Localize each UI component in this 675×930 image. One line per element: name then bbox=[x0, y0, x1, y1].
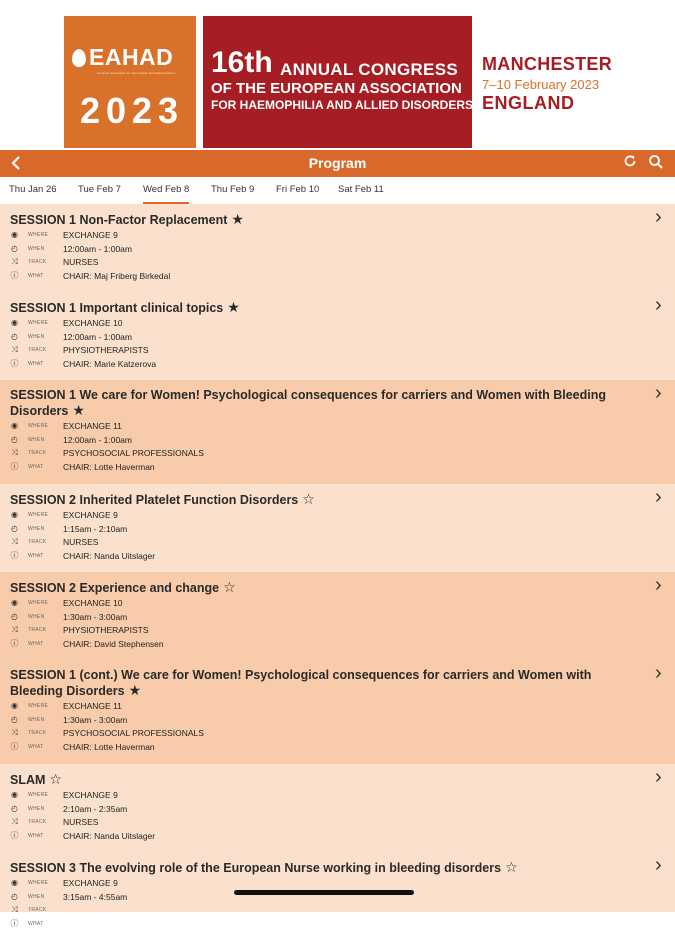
session-title bbox=[10, 668, 642, 699]
info-icon: ⓘ bbox=[10, 550, 19, 560]
congress-location bbox=[482, 54, 612, 114]
clock-icon: ◴ bbox=[11, 891, 18, 901]
session-when: 12:00am - 1:00am bbox=[63, 434, 132, 445]
location-pin-icon: ◉ bbox=[11, 598, 18, 607]
location-pin-icon: ◉ bbox=[11, 318, 18, 327]
tab-day[interactable]: Sat Feb 11 bbox=[338, 184, 384, 195]
chevron-right-icon[interactable]: › bbox=[655, 486, 662, 508]
clock-icon: ◴ bbox=[11, 331, 18, 341]
session-card[interactable] bbox=[0, 380, 675, 484]
row-label: WHEN bbox=[28, 436, 45, 443]
session-title-text: SESSION 1 We care for Women! Psychological consequences for carriers and Women with Bleeding Disorders bbox=[10, 388, 606, 418]
session-when: 1:30am - 3:00am bbox=[63, 714, 128, 725]
session-title bbox=[10, 388, 642, 419]
session-where: EXCHANGE 10 bbox=[63, 318, 123, 328]
chevron-right-icon[interactable]: › bbox=[655, 382, 662, 404]
session-what: CHAIR: Nanda Uitslager bbox=[63, 550, 156, 561]
shuffle-icon: ⤨ bbox=[11, 345, 18, 354]
location-pin-icon: ◉ bbox=[11, 878, 18, 887]
row-label: TRACK bbox=[28, 450, 47, 456]
row-label: WHERE bbox=[28, 512, 49, 518]
row-label: TRACK bbox=[28, 730, 47, 736]
row-label: WHEN bbox=[28, 613, 45, 620]
row-label: WHERE bbox=[28, 880, 49, 886]
session-track: NURSES bbox=[63, 257, 99, 267]
session-what: CHAIR: Lotte Haverman bbox=[63, 741, 155, 752]
session-when: 12:00am - 1:00am bbox=[63, 331, 132, 342]
congress-line2: OF THE EUROPEAN ASSOCIATION bbox=[211, 80, 462, 97]
refresh-button[interactable] bbox=[620, 154, 640, 174]
tab-day[interactable]: Tue Feb 7 bbox=[78, 184, 121, 195]
location-pin-icon: ◉ bbox=[11, 510, 18, 519]
shuffle-icon: ⤨ bbox=[11, 728, 18, 737]
back-button[interactable] bbox=[6, 153, 26, 173]
row-label: WHAT bbox=[28, 920, 44, 927]
blood-drop-icon bbox=[72, 49, 86, 67]
shuffle-icon: ⤨ bbox=[11, 625, 18, 634]
session-when: 12:00am - 1:00am bbox=[63, 243, 132, 254]
logo-word-text: EAHAD bbox=[89, 44, 174, 70]
row-label: TRACK bbox=[28, 539, 47, 545]
clock-icon: ◴ bbox=[11, 714, 18, 724]
congress-number: 16th bbox=[211, 46, 273, 79]
info-icon: ⓘ bbox=[10, 918, 19, 928]
session-where: EXCHANGE 10 bbox=[63, 598, 123, 608]
logo-tagline: European Association for Haemophilia and Allied Disorders bbox=[97, 71, 176, 75]
session-what: CHAIR: Lotte Haverman bbox=[63, 461, 155, 472]
info-icon: ⓘ bbox=[10, 270, 19, 280]
session-when: 2:10am - 2:35am bbox=[63, 803, 128, 814]
session-track: PHYSIOTHERAPISTS bbox=[63, 345, 149, 355]
session-title-text: SESSION 2 Experience and change bbox=[10, 581, 220, 595]
logo-year: 2023 bbox=[79, 90, 185, 131]
search-button[interactable] bbox=[648, 154, 668, 174]
clock-icon: ◴ bbox=[11, 611, 18, 621]
info-icon: ⓘ bbox=[10, 461, 19, 471]
shuffle-icon: ⤨ bbox=[11, 905, 18, 914]
session-title-text: SESSION 2 Inherited Platelet Function Disorders bbox=[10, 493, 299, 507]
session-card[interactable] bbox=[0, 204, 675, 292]
row-label: TRACK bbox=[28, 627, 47, 633]
clock-icon: ◴ bbox=[11, 803, 18, 813]
session-what: CHAIR: Marie Katzerova bbox=[63, 358, 157, 369]
search-icon bbox=[648, 154, 664, 170]
row-label: TRACK bbox=[28, 819, 47, 825]
star-filled-icon[interactable]: ★ bbox=[128, 682, 142, 698]
session-title bbox=[10, 212, 642, 228]
shuffle-icon: ⤨ bbox=[11, 537, 18, 546]
clock-icon: ◴ bbox=[11, 243, 18, 253]
session-where: EXCHANGE 9 bbox=[63, 230, 118, 240]
session-card[interactable] bbox=[0, 764, 675, 852]
session-title-text: SLAM bbox=[10, 773, 46, 787]
session-where: EXCHANGE 11 bbox=[63, 421, 122, 431]
star-filled-icon[interactable]: ★ bbox=[231, 211, 244, 227]
row-label: TRACK bbox=[28, 907, 47, 913]
chevron-right-icon[interactable]: › bbox=[655, 206, 662, 228]
info-icon: ⓘ bbox=[10, 638, 19, 648]
congress-line3: FOR HAEMOPHILIA AND ALLIED DISORDERS bbox=[211, 98, 474, 112]
row-label: WHERE bbox=[28, 232, 49, 238]
tab-day[interactable]: Wed Feb 8 bbox=[143, 177, 189, 204]
row-label: TRACK bbox=[28, 259, 47, 265]
star-outline-icon[interactable]: ☆ bbox=[302, 491, 315, 507]
home-indicator bbox=[234, 890, 414, 895]
page-title: Program bbox=[308, 155, 367, 171]
logo-word bbox=[72, 44, 192, 71]
info-icon: ⓘ bbox=[10, 358, 19, 368]
session-track: PHYSIOTHERAPISTS bbox=[63, 625, 149, 635]
chevron-right-icon[interactable]: › bbox=[655, 574, 662, 596]
location-pin-icon: ◉ bbox=[11, 230, 18, 239]
clock-icon: ◴ bbox=[11, 523, 18, 533]
session-where: EXCHANGE 9 bbox=[63, 790, 118, 800]
session-what: CHAIR: David Stephensen bbox=[63, 638, 164, 649]
session-card[interactable] bbox=[0, 852, 675, 928]
row-label: WHERE bbox=[28, 792, 49, 798]
tab-day[interactable]: Thu Jan 26 bbox=[9, 184, 57, 195]
chevron-right-icon[interactable]: › bbox=[655, 294, 662, 316]
star-outline-icon[interactable]: ☆ bbox=[49, 771, 62, 787]
row-label: WHAT bbox=[28, 360, 44, 367]
chevron-right-icon[interactable]: › bbox=[655, 662, 662, 684]
chevron-right-icon[interactable]: › bbox=[655, 766, 662, 788]
row-label: WHAT bbox=[28, 640, 44, 647]
row-label: WHERE bbox=[28, 423, 49, 429]
row-label: WHERE bbox=[28, 703, 49, 709]
info-icon: ⓘ bbox=[10, 830, 19, 840]
congress-country: ENGLAND bbox=[482, 93, 575, 113]
row-label: WHAT bbox=[28, 832, 44, 839]
row-label: WHAT bbox=[28, 272, 44, 279]
row-label: WHAT bbox=[28, 463, 44, 470]
day-tabs bbox=[0, 177, 675, 204]
location-pin-icon: ◉ bbox=[11, 421, 18, 430]
star-outline-icon[interactable]: ☆ bbox=[223, 579, 236, 595]
shuffle-icon: ⤨ bbox=[11, 257, 18, 266]
session-where: EXCHANGE 9 bbox=[63, 878, 118, 888]
session-card[interactable] bbox=[0, 484, 675, 572]
star-outline-icon[interactable]: ☆ bbox=[505, 859, 518, 875]
row-label: WHERE bbox=[28, 320, 49, 326]
chevron-right-icon[interactable]: › bbox=[655, 854, 662, 876]
shuffle-icon: ⤨ bbox=[11, 448, 18, 457]
chevron-left-icon bbox=[10, 156, 22, 170]
congress-title-box bbox=[203, 16, 472, 148]
row-label: WHEN bbox=[28, 716, 45, 723]
row-label: WHEN bbox=[28, 245, 45, 252]
row-label: TRACK bbox=[28, 347, 47, 353]
session-title-text: SESSION 1 Non-Factor Replacement bbox=[10, 213, 228, 227]
congress-dates: 7–10 February 2023 bbox=[482, 77, 600, 92]
location-pin-icon: ◉ bbox=[11, 790, 18, 799]
session-title bbox=[10, 580, 642, 596]
session-card[interactable] bbox=[0, 572, 675, 660]
tab-day[interactable]: Fri Feb 10 bbox=[276, 184, 320, 195]
row-label: WHEN bbox=[28, 893, 45, 900]
session-list bbox=[0, 204, 675, 928]
refresh-icon bbox=[623, 154, 637, 168]
congress-city: MANCHESTER bbox=[482, 54, 613, 74]
session-track: PSYCHOSOCIAL PROFESSIONALS bbox=[63, 728, 204, 738]
info-icon: ⓘ bbox=[10, 741, 19, 751]
session-title bbox=[10, 300, 642, 316]
session-title bbox=[10, 772, 642, 788]
session-title bbox=[10, 492, 642, 508]
row-label: WHEN bbox=[28, 333, 45, 340]
row-label: WHAT bbox=[28, 552, 44, 559]
tab-day[interactable]: Thu Feb 9 bbox=[211, 184, 255, 195]
row-label: WHEN bbox=[28, 805, 45, 812]
session-track: NURSES bbox=[63, 817, 99, 827]
congress-line1: ANNUAL CONGRESS bbox=[280, 60, 458, 79]
row-label: WHEN bbox=[28, 525, 45, 532]
clock-icon: ◴ bbox=[11, 434, 18, 444]
session-where: EXCHANGE 9 bbox=[63, 510, 118, 520]
row-label: WHAT bbox=[28, 743, 44, 750]
star-filled-icon[interactable]: ★ bbox=[72, 402, 85, 418]
session-title-text: SESSION 1 (cont.) We care for Women! Psychological consequences for carriers and Women with Bleeding Disorders bbox=[10, 668, 592, 698]
session-when: 3:15am - 4:55am bbox=[63, 891, 128, 902]
session-title-text: SESSION 1 Important clinical topics bbox=[10, 301, 224, 315]
congress-banner bbox=[0, 0, 675, 150]
session-when: 1:30am - 3:00am bbox=[63, 611, 128, 622]
program-toolbar bbox=[0, 150, 675, 177]
session-what: CHAIR: Nanda Uitslager bbox=[63, 830, 156, 841]
session-what: CHAIR: Maj Friberg Birkedal bbox=[63, 270, 171, 281]
shuffle-icon: ⤨ bbox=[11, 817, 18, 826]
session-title-text: SESSION 3 The evolving role of the European Nurse working in bleeding disorders bbox=[10, 861, 502, 875]
row-label: WHERE bbox=[28, 600, 49, 606]
session-track: PSYCHOSOCIAL PROFESSIONALS bbox=[63, 448, 204, 458]
eahad-logo bbox=[64, 16, 196, 148]
star-filled-icon[interactable]: ★ bbox=[227, 299, 240, 315]
session-where: EXCHANGE 11 bbox=[63, 701, 122, 711]
location-pin-icon: ◉ bbox=[11, 701, 18, 710]
session-title bbox=[10, 860, 642, 876]
session-when: 1:15am - 2:10am bbox=[63, 523, 128, 534]
session-track: NURSES bbox=[63, 537, 99, 547]
session-card[interactable] bbox=[0, 292, 675, 380]
session-card[interactable] bbox=[0, 660, 675, 764]
